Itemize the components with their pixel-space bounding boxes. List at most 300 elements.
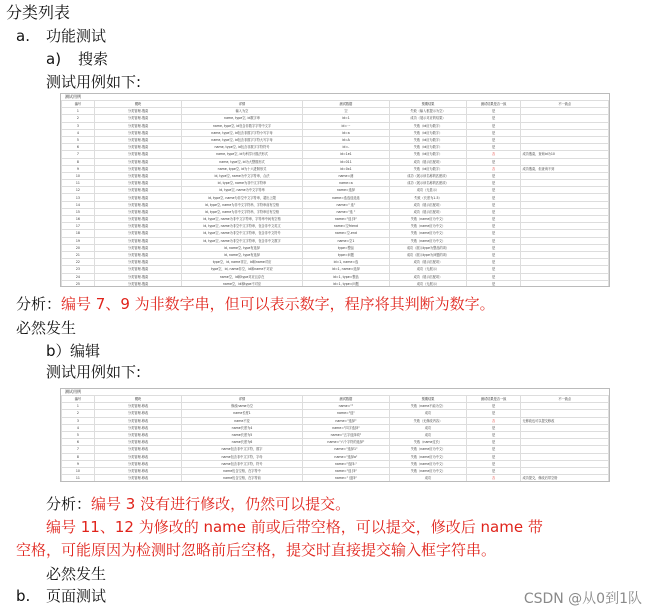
table-cell: 是 (466, 172, 521, 179)
table-cell: 成功（无显示） (390, 187, 467, 194)
table-cell: name="选 择" (302, 467, 390, 474)
table-cell: name=空-end (302, 230, 390, 237)
table-cell (521, 251, 609, 258)
edit-analysis-line3: 空格，可能原因为检测时忽略前后空格，提交时直接提交输入框字符串。 (16, 541, 497, 559)
edit-table-caption: 测试用例 (65, 389, 81, 394)
table-cell: 分类管理-搜索 (94, 259, 182, 266)
table-cell: 分类管理-搜索 (94, 187, 182, 194)
table-cell: 失败（name不能为空） (390, 403, 467, 410)
table-cell: name, type空, id为十六进制形式 (182, 165, 302, 172)
table-cell: id, type空, name为非空中文字符串，包含非中文符号 (182, 230, 302, 237)
table-row (62, 230, 609, 237)
table-cell: name, type空, id包含非数字字符中文字 (182, 122, 302, 129)
table-cell: 分类管理-搜索 (94, 237, 182, 244)
table-cell: 失败（name应为中文） (390, 453, 467, 460)
table-cell: 是 (466, 266, 521, 273)
table-header-cell: 编号 (62, 396, 95, 403)
table-cell: 是 (466, 201, 521, 208)
table-row (62, 280, 609, 287)
table-cell: 6 (62, 144, 95, 151)
search-analysis-text: 编号 7、9 为非数字串，但可以表示数字，程序将其判断为数字。 (61, 295, 495, 313)
table-cell: 成功 (390, 431, 467, 438)
edit-cause: 必然发生 (46, 565, 107, 583)
table-cell: name包含空格，在字符中 (182, 467, 302, 474)
table-row (62, 460, 609, 467)
table-cell: 分类管理-搜索 (94, 223, 182, 230)
table-cell: id=011 (302, 158, 390, 165)
table-cell: name=空1 (302, 237, 390, 244)
table-cell: 是 (466, 136, 521, 143)
search-title: 搜索 (78, 50, 109, 68)
table-cell: 失败（name应为中文） (390, 446, 467, 453)
table-cell: 成功搜索，查询id为10 (521, 151, 609, 158)
table-row (62, 424, 609, 431)
table-cell: id, name空, type有选择 (182, 251, 302, 258)
table-cell: id=一 (302, 122, 390, 129)
table-cell: id=1, type=问题 (302, 280, 390, 287)
table-cell: 10 (62, 172, 95, 179)
table-cell: 失败（name应为中文） (390, 237, 467, 244)
table-cell: 成功（展示type为整品的项） (390, 244, 467, 251)
table-cell (521, 115, 609, 122)
table-cell: 分类管理-搜索 (94, 180, 182, 187)
table-row (62, 136, 609, 143)
table-cell: 7 (62, 446, 95, 453)
table-cell: 分类管理-修改 (94, 431, 182, 438)
table-cell: name="选 " (302, 208, 390, 215)
table-cell (521, 266, 609, 273)
table-row (62, 158, 609, 165)
table-cell: id, type空, name为非中文字符串，字符串前有空格 (182, 201, 302, 208)
table-cell: 是 (466, 424, 521, 431)
table-cell: 是 (466, 223, 521, 230)
table-cell: name空，id和type不对应 (182, 280, 302, 287)
table-cell (521, 273, 609, 280)
table-row (62, 201, 609, 208)
table-cell: 分类管理-修改 (94, 417, 182, 424)
table-cell: id, type空, name为非中文字符串，字符串中间有空格 (182, 216, 302, 223)
table-cell: name包含非中文字符，字母 (182, 453, 302, 460)
table-cell: name="选择a" (302, 453, 390, 460)
table-cell: 失败（id应为数字） (390, 151, 467, 158)
table-cell: 分类管理-搜索 (94, 194, 182, 201)
table-cell: 是 (466, 453, 521, 460)
table-cell: name=空friend (302, 223, 390, 230)
table-cell: 是 (466, 237, 521, 244)
table-cell: 是 (466, 108, 521, 115)
table-cell: 2 (62, 410, 95, 417)
table-cell: 空 (302, 108, 390, 115)
table-cell: 失败（name过长） (390, 439, 467, 446)
table-row (62, 417, 609, 424)
table-row (62, 431, 609, 438)
table-cell: id=1 (302, 115, 390, 122)
table-cell: 分类管理-搜索 (94, 230, 182, 237)
search-cause: 必然发生 (16, 319, 77, 337)
table-cell: 失败（name应为中文） (390, 460, 467, 467)
table-header-cell: 详情 (182, 101, 302, 108)
table-cell: 分类管理-修改 (94, 467, 182, 474)
table-cell: name="四字选择" (302, 424, 390, 431)
table-cell: 分类管理-搜索 (94, 165, 182, 172)
table-cell: 是 (466, 194, 521, 201)
table-header-cell: 预期结果 (390, 101, 467, 108)
table-cell: 是 (466, 410, 521, 417)
table-row (62, 165, 609, 172)
table-cell: 是 (466, 251, 521, 258)
table-cell: 分类管理-搜索 (94, 273, 182, 280)
table-cell: 14 (62, 201, 95, 208)
table-cell: 分类管理-搜索 (94, 144, 182, 151)
table-cell (521, 129, 609, 136)
csdn-watermark: CSDN @从0到1队 (523, 591, 642, 607)
table-cell: id, type空, name为中文字符串 (182, 187, 302, 194)
table-cell (521, 187, 609, 194)
table-cell: 成功（展示该名称的匹配项） (390, 172, 467, 179)
table-cell: 4 (62, 129, 95, 136)
table-cell: 分类管理-搜索 (94, 151, 182, 158)
table-row (62, 259, 609, 266)
table-cell: 成功（展示对应的结果） (390, 115, 467, 122)
table-cell: 4 (62, 424, 95, 431)
table-cell: 分类管理-搜索 (94, 244, 182, 251)
table-cell: name=测 (302, 172, 390, 179)
search-analysis-label: 分析： (16, 295, 62, 313)
table-cell: 11 (62, 475, 95, 482)
table-cell: 分类管理-修改 (94, 453, 182, 460)
table-row (62, 223, 609, 230)
table-cell: name不变 (182, 417, 302, 424)
table-header-cell: 测试数据 (302, 101, 390, 108)
section-b-title: 页面测试 (46, 587, 107, 605)
table-cell: 16 (62, 216, 95, 223)
table-cell: 分类管理-修改 (94, 403, 182, 410)
table-cell: name=" 选择" (302, 475, 390, 482)
table-cell: 是 (466, 180, 521, 187)
table-cell: 成功 (390, 424, 467, 431)
table-cell: 成功（展示匹配项） (390, 273, 467, 280)
table-cell: 分类管理-搜索 (94, 136, 182, 143)
table-cell (521, 280, 609, 287)
table-cell: name="五字选择项" (302, 431, 390, 438)
table-cell: 2 (62, 115, 95, 122)
table-cell: 19 (62, 237, 95, 244)
table-cell: id=1, name=选 (302, 259, 390, 266)
table-cell: 失败（输入框提示为空） (390, 108, 467, 115)
table-cell: 6 (62, 439, 95, 446)
table-cell: 是 (466, 187, 521, 194)
table-cell: 分类管理-搜索 (94, 208, 182, 215)
table-cell (521, 439, 609, 446)
table-cell: name=" 选" (302, 201, 390, 208)
table-cell (521, 446, 609, 453)
table-cell (521, 108, 609, 115)
table-cell: 21 (62, 251, 95, 258)
table-cell: 失败（id应为数字） (390, 136, 467, 143)
table-cell: 8 (62, 453, 95, 460)
section-a-title: 功能测试 (46, 27, 107, 45)
table-cell (521, 431, 609, 438)
table-cell: 分类管理-搜索 (94, 122, 182, 129)
table-header-cell: 模块 (94, 101, 182, 108)
table-cell (521, 201, 609, 208)
table-cell (521, 453, 609, 460)
table-cell: type空，id, name非空，id和name对应 (182, 259, 302, 266)
table-cell (521, 237, 609, 244)
table-cell: id, name空, type有选择 (182, 244, 302, 251)
table-cell: 分类管理-搜索 (94, 266, 182, 273)
table-cell (521, 410, 609, 417)
search-test-table (60, 93, 610, 287)
table-cell: name, type空, id包含非数字字符符号 (182, 144, 302, 151)
table-cell: 7 (62, 151, 95, 158)
table-cell: 20 (62, 244, 95, 251)
table-cell: 成功（无展示） (390, 280, 467, 287)
table-cell (521, 172, 609, 179)
table-cell: 失败（name应为中文） (390, 216, 467, 223)
table-cell: name, type空, id数字串 (182, 115, 302, 122)
table-cell: 分类管理-搜索 (94, 115, 182, 122)
table-cell: 是 (466, 230, 521, 237)
edit-analysis (46, 494, 350, 514)
table-cell: 分类管理-修改 (94, 446, 182, 453)
table-cell: name长度为5 (182, 431, 302, 438)
table-cell: 输入为空 (182, 108, 302, 115)
table-cell: 9 (62, 460, 95, 467)
table-cell: id, type空, name为非空中文字符串，包含非中文数字 (182, 237, 302, 244)
table-cell: 是 (466, 208, 521, 215)
table-cell: name长度为4 (182, 424, 302, 431)
table-cell: id=1, type=整品 (302, 273, 390, 280)
table-cell: 失败（name应为中文） (390, 223, 467, 230)
table-cell (521, 424, 609, 431)
table-header-cell: 测试结果是否一致 (466, 101, 521, 108)
table-cell: 否 (466, 165, 521, 172)
table-row (62, 266, 609, 273)
table-cell: 成功（展示匹配项） (390, 158, 467, 165)
table-row (62, 129, 609, 136)
edit-title: 编辑 (70, 342, 101, 360)
table-row (62, 115, 609, 122)
table-cell: 分类管理-搜索 (94, 172, 182, 179)
table-cell: 分类管理-搜索 (94, 216, 182, 223)
table-cell: 是 (466, 446, 521, 453)
table-cell: 否 (466, 151, 521, 158)
table-cell: id, type空, name为非空中文字符串，超出上限 (182, 194, 302, 201)
table-cell: id, type空, name为非空中文字符串，包含非中文英文 (182, 223, 302, 230)
table-cell: type=问题 (302, 251, 390, 258)
search-table-grid (61, 100, 609, 287)
table-header-row (62, 101, 609, 108)
table-cell: name, type空, id包含非数字字符小写字母 (182, 129, 302, 136)
table-header-cell: 不一致点 (521, 396, 609, 403)
search-intro: 测试用例如下: (46, 73, 142, 91)
table-cell (521, 244, 609, 251)
table-cell: 成功（展示匹配项） (390, 259, 467, 266)
table-cell: 分类管理-搜索 (94, 280, 182, 287)
table-cell: 修改name为空 (182, 403, 302, 410)
table-cell: name长度为6 (182, 439, 302, 446)
table-cell: 成功（展示type为问题的项） (390, 251, 467, 258)
table-cell (521, 208, 609, 215)
table-row (62, 208, 609, 215)
table-row (62, 172, 609, 179)
table-cell: 成功（展示匹配项） (390, 201, 467, 208)
table-header-cell: 测试结果是否一致 (466, 396, 521, 403)
table-cell: id=0x1 (302, 165, 390, 172)
table-cell: name, type空, id为科学计数法形式 (182, 151, 302, 158)
table-cell: id, type空, name为非中文字符串，字符串后有空格 (182, 208, 302, 215)
table-row (62, 180, 609, 187)
table-cell: 成功（展示匹配项） (390, 208, 467, 215)
table-cell (521, 216, 609, 223)
table-cell: 17 (62, 223, 95, 230)
table-cell: 是 (466, 439, 521, 446)
table-header-row (62, 396, 609, 403)
table-cell: 是 (466, 403, 521, 410)
table-cell: 失败（长度为1-5） (390, 194, 467, 201)
table-cell (521, 259, 609, 266)
table-cell (521, 194, 609, 201)
table-row (62, 144, 609, 151)
table-cell: 是 (466, 216, 521, 223)
table-cell (521, 460, 609, 467)
table-cell: 25 (62, 280, 95, 287)
table-cell: 1 (62, 403, 95, 410)
table-cell: name="选择1" (302, 446, 390, 453)
table-cell: 10 (62, 467, 95, 474)
table-header-cell: 编号 (62, 101, 95, 108)
table-cell: 否 (466, 417, 521, 424)
table-cell: 失败（id应为数字） (390, 122, 467, 129)
table-cell: 失败（name应为中文） (390, 467, 467, 474)
table-cell (521, 136, 609, 143)
table-header-cell: 不一致点 (521, 101, 609, 108)
table-cell (521, 403, 609, 410)
table-cell: 成功搜索，但查询不到 (521, 165, 609, 172)
table-cell: 失败（id应为数字） (390, 129, 467, 136)
table-cell: 是 (466, 144, 521, 151)
table-cell: name包含空格，在字符前 (182, 475, 302, 482)
table-cell: name="选 择" (302, 216, 390, 223)
table-row (62, 194, 609, 201)
table-row (62, 122, 609, 129)
table-cell: 1 (62, 108, 95, 115)
table-header-cell: 详情 (182, 396, 302, 403)
edit-analysis-text: 编号 3 没有进行修改，仍然可以提交。 (91, 495, 351, 513)
table-cell (521, 467, 609, 474)
page-heading: 分类列表 (6, 3, 71, 22)
table-cell: 分类管理-搜索 (94, 201, 182, 208)
table-cell: 5 (62, 136, 95, 143)
table-cell: name, type空, id为大整数形式 (182, 158, 302, 165)
table-cell: id=a (302, 129, 390, 136)
table-row (62, 467, 609, 474)
table-cell: 失败（id应为数字） (390, 165, 467, 172)
table-cell (521, 230, 609, 237)
table-header-cell: 预期结果 (390, 396, 467, 403)
table-cell: 是 (466, 273, 521, 280)
table-cell: 成功（展示该名称的匹配项） (390, 180, 467, 187)
table-cell: 是 (466, 129, 521, 136)
table-cell: 是 (466, 259, 521, 266)
section-b-marker: b. (16, 587, 31, 605)
table-cell: 是 (466, 115, 521, 122)
section-a-marker: a. (16, 27, 30, 45)
table-cell: 分类管理-搜索 (94, 108, 182, 115)
table-cell: 是 (466, 431, 521, 438)
table-row (62, 151, 609, 158)
table-cell: name="" (302, 403, 390, 410)
table-cell: 分类管理-搜索 (94, 158, 182, 165)
table-row (62, 403, 609, 410)
edit-table-grid (61, 395, 609, 482)
table-cell (521, 144, 609, 151)
table-cell: name="选择" (302, 417, 390, 424)
table-cell: name长度1 (182, 410, 302, 417)
table-row (62, 237, 609, 244)
table-cell: 是 (466, 158, 521, 165)
table-cell: 分类管理-搜索 (94, 129, 182, 136)
table-cell: 是 (466, 460, 521, 467)
table-cell: name="选择-" (302, 460, 390, 467)
table-cell: type空，id, name非空，id和name不对应 (182, 266, 302, 273)
table-cell: name="选" (302, 410, 390, 417)
table-cell: 否 (466, 475, 521, 482)
table-row (62, 251, 609, 258)
table-cell: name=选选选选选 (302, 194, 390, 201)
table-cell: 是 (466, 280, 521, 287)
table-cell: 失败（name应为中文） (390, 230, 467, 237)
table-cell: type=整品 (302, 244, 390, 251)
table-row (62, 244, 609, 251)
table-header-cell: 模块 (94, 396, 182, 403)
table-cell: 23 (62, 266, 95, 273)
table-cell: 13 (62, 194, 95, 201)
table-row (62, 446, 609, 453)
table-cell: id=A (302, 136, 390, 143)
table-cell (521, 158, 609, 165)
table-cell: 分类管理-修改 (94, 439, 182, 446)
table-cell: 22 (62, 259, 95, 266)
edit-analysis-line2: 编号 11、12 为修改的 name 前或后带空格，可以提交，修改后 name 带 (46, 518, 543, 536)
table-cell: 分类管理-修改 (94, 424, 182, 431)
edit-intro: 测试用例如下: (46, 363, 142, 381)
table-row (62, 273, 609, 280)
table-cell: id=1, name=选择 (302, 266, 390, 273)
table-cell: 3 (62, 122, 95, 129)
table-cell: 分类管理-修改 (94, 410, 182, 417)
table-cell: name=选择 (302, 187, 390, 194)
search-analysis (16, 294, 495, 314)
table-cell: id, type空, name为非中文字符串 (182, 180, 302, 187)
table-cell: 3 (62, 417, 95, 424)
edit-analysis-label: 分析： (46, 495, 92, 513)
table-cell: 12 (62, 187, 95, 194)
table-cell: 失败（id应为数字） (390, 144, 467, 151)
table-cell: 是 (466, 467, 521, 474)
table-row (62, 475, 609, 482)
table-cell (521, 122, 609, 129)
table-cell: name包含非中文字符，符号 (182, 460, 302, 467)
table-cell (521, 223, 609, 230)
edit-test-table (60, 388, 610, 482)
table-cell: 是 (466, 244, 521, 251)
table-cell: name, type空, id包含非数字字符大写字母 (182, 136, 302, 143)
table-cell: id=- (302, 144, 390, 151)
table-cell: 失败（无修改内容） (390, 417, 467, 424)
table-cell: 5 (62, 431, 95, 438)
